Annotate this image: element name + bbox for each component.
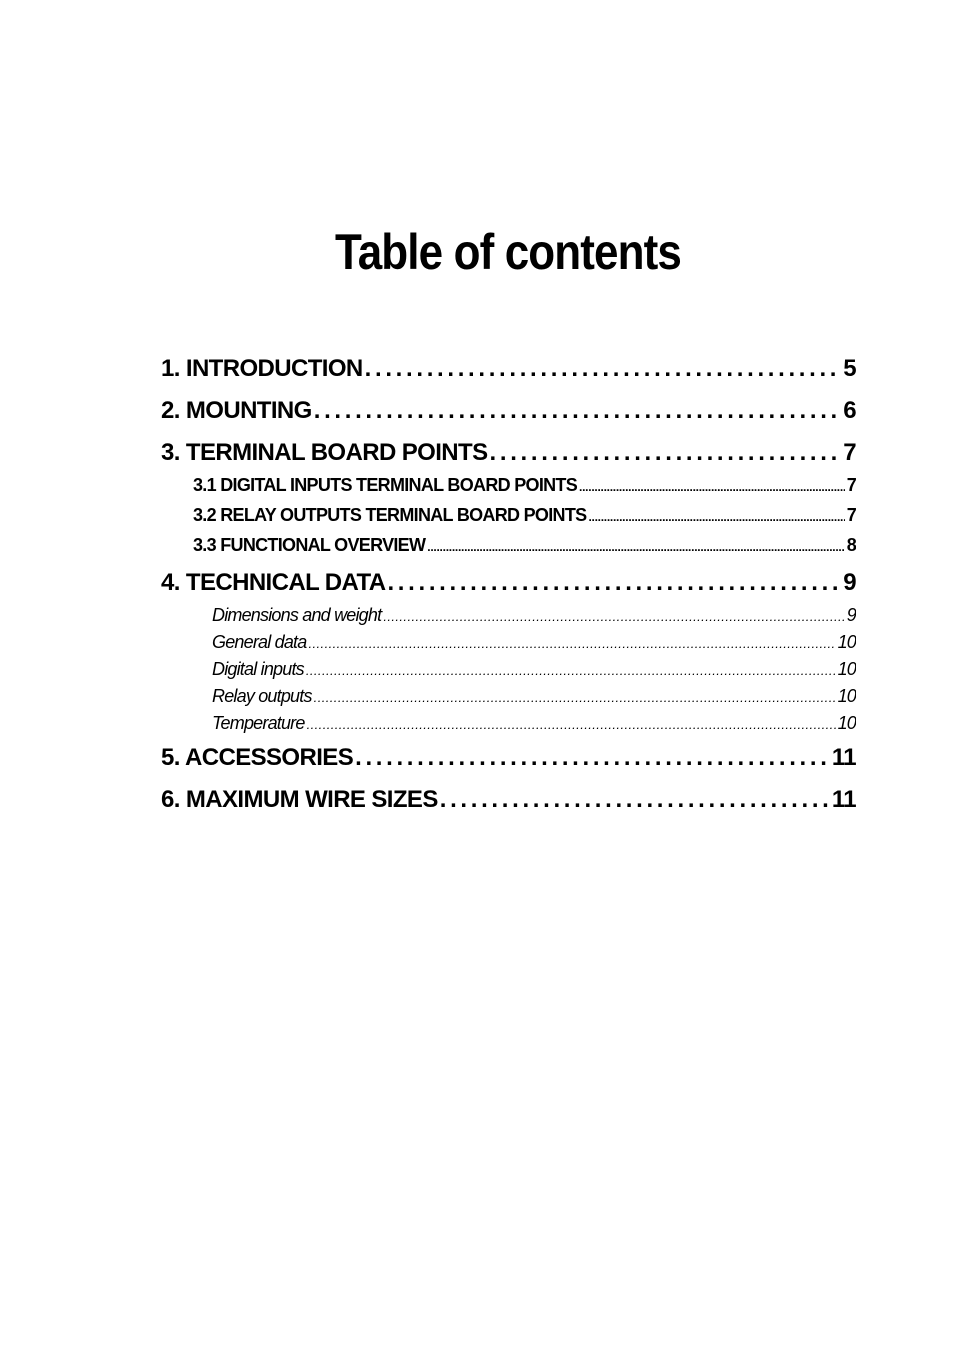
dot-leader [355, 744, 830, 772]
dot-leader [579, 475, 845, 496]
dot-leader [490, 439, 842, 467]
toc-entry-mounting[interactable] [161, 397, 856, 439]
dot-leader [314, 686, 836, 707]
toc-entry-functional-overview[interactable] [161, 535, 856, 565]
toc-entry-digital-inputs[interactable] [161, 659, 856, 686]
dot-leader [314, 397, 842, 425]
toc-label: 2. MOUNTING [161, 397, 312, 424]
dot-leader [365, 355, 842, 383]
toc-page-number: 6 [843, 397, 856, 424]
toc-entry-dimensions-and-weight[interactable] [161, 605, 856, 632]
toc-entry-terminal-board-points[interactable] [161, 439, 856, 475]
toc-label: 1. INTRODUCTION [161, 355, 363, 382]
toc-page-number: 10 [837, 713, 856, 733]
toc-page-number: 7 [846, 475, 856, 495]
dot-leader [383, 605, 844, 626]
toc-label: Digital inputs [212, 659, 304, 679]
toc-entry-relay-outputs[interactable] [161, 686, 856, 713]
toc-page-number: 7 [846, 505, 856, 525]
dot-leader [306, 659, 836, 680]
toc-page-number: 9 [846, 605, 856, 625]
toc-label: 4. TECHNICAL DATA [161, 569, 386, 596]
toc-page-number: 11 [831, 744, 856, 771]
toc-label: 3. TERMINAL BOARD POINTS [161, 439, 488, 466]
toc-page-number: 9 [843, 569, 856, 596]
toc-label: 3.1 DIGITAL INPUTS TERMINAL BOARD POINTS [193, 475, 578, 495]
toc-label: General data [212, 632, 307, 652]
toc-entry-relay-outputs-terminal-board-points[interactable] [161, 505, 856, 535]
toc-entry-technical-data[interactable] [161, 569, 856, 605]
toc-label: Relay outputs [212, 686, 312, 706]
dot-leader [308, 632, 835, 653]
toc-label: Temperature [212, 713, 305, 733]
dot-leader [588, 505, 844, 526]
toc-list [161, 355, 856, 828]
toc-page-number: 5 [843, 355, 856, 382]
toc-page-number: 8 [846, 535, 856, 555]
toc-page-number: 10 [837, 686, 856, 706]
toc-entry-introduction[interactable] [161, 355, 856, 397]
toc-entry-digital-inputs-terminal-board-points[interactable] [161, 475, 856, 505]
toc-label: Dimensions and weight [212, 605, 382, 625]
dot-leader [307, 713, 836, 734]
dot-leader [387, 569, 841, 597]
toc-label: 3.3 FUNCTIONAL OVERVIEW [193, 535, 426, 555]
dot-leader [427, 535, 844, 556]
toc-entry-accessories[interactable] [161, 744, 856, 786]
toc-entry-temperature[interactable] [161, 713, 856, 740]
toc-entry-maximum-wire-sizes[interactable] [161, 786, 856, 828]
toc-entry-general-data[interactable] [161, 632, 856, 659]
toc-label: 5. ACCESSORIES [161, 744, 354, 771]
toc-label: 6. MAXIMUM WIRE SIZES [161, 786, 438, 813]
dot-leader [440, 786, 830, 814]
toc-page-number: 11 [831, 786, 856, 813]
toc-page-number: 10 [837, 659, 856, 679]
page-title: Table of contents [334, 223, 682, 280]
toc-label: 3.2 RELAY OUTPUTS TERMINAL BOARD POINTS [193, 505, 587, 525]
toc-page-number: 7 [843, 439, 856, 466]
toc-page-number: 10 [837, 632, 856, 652]
